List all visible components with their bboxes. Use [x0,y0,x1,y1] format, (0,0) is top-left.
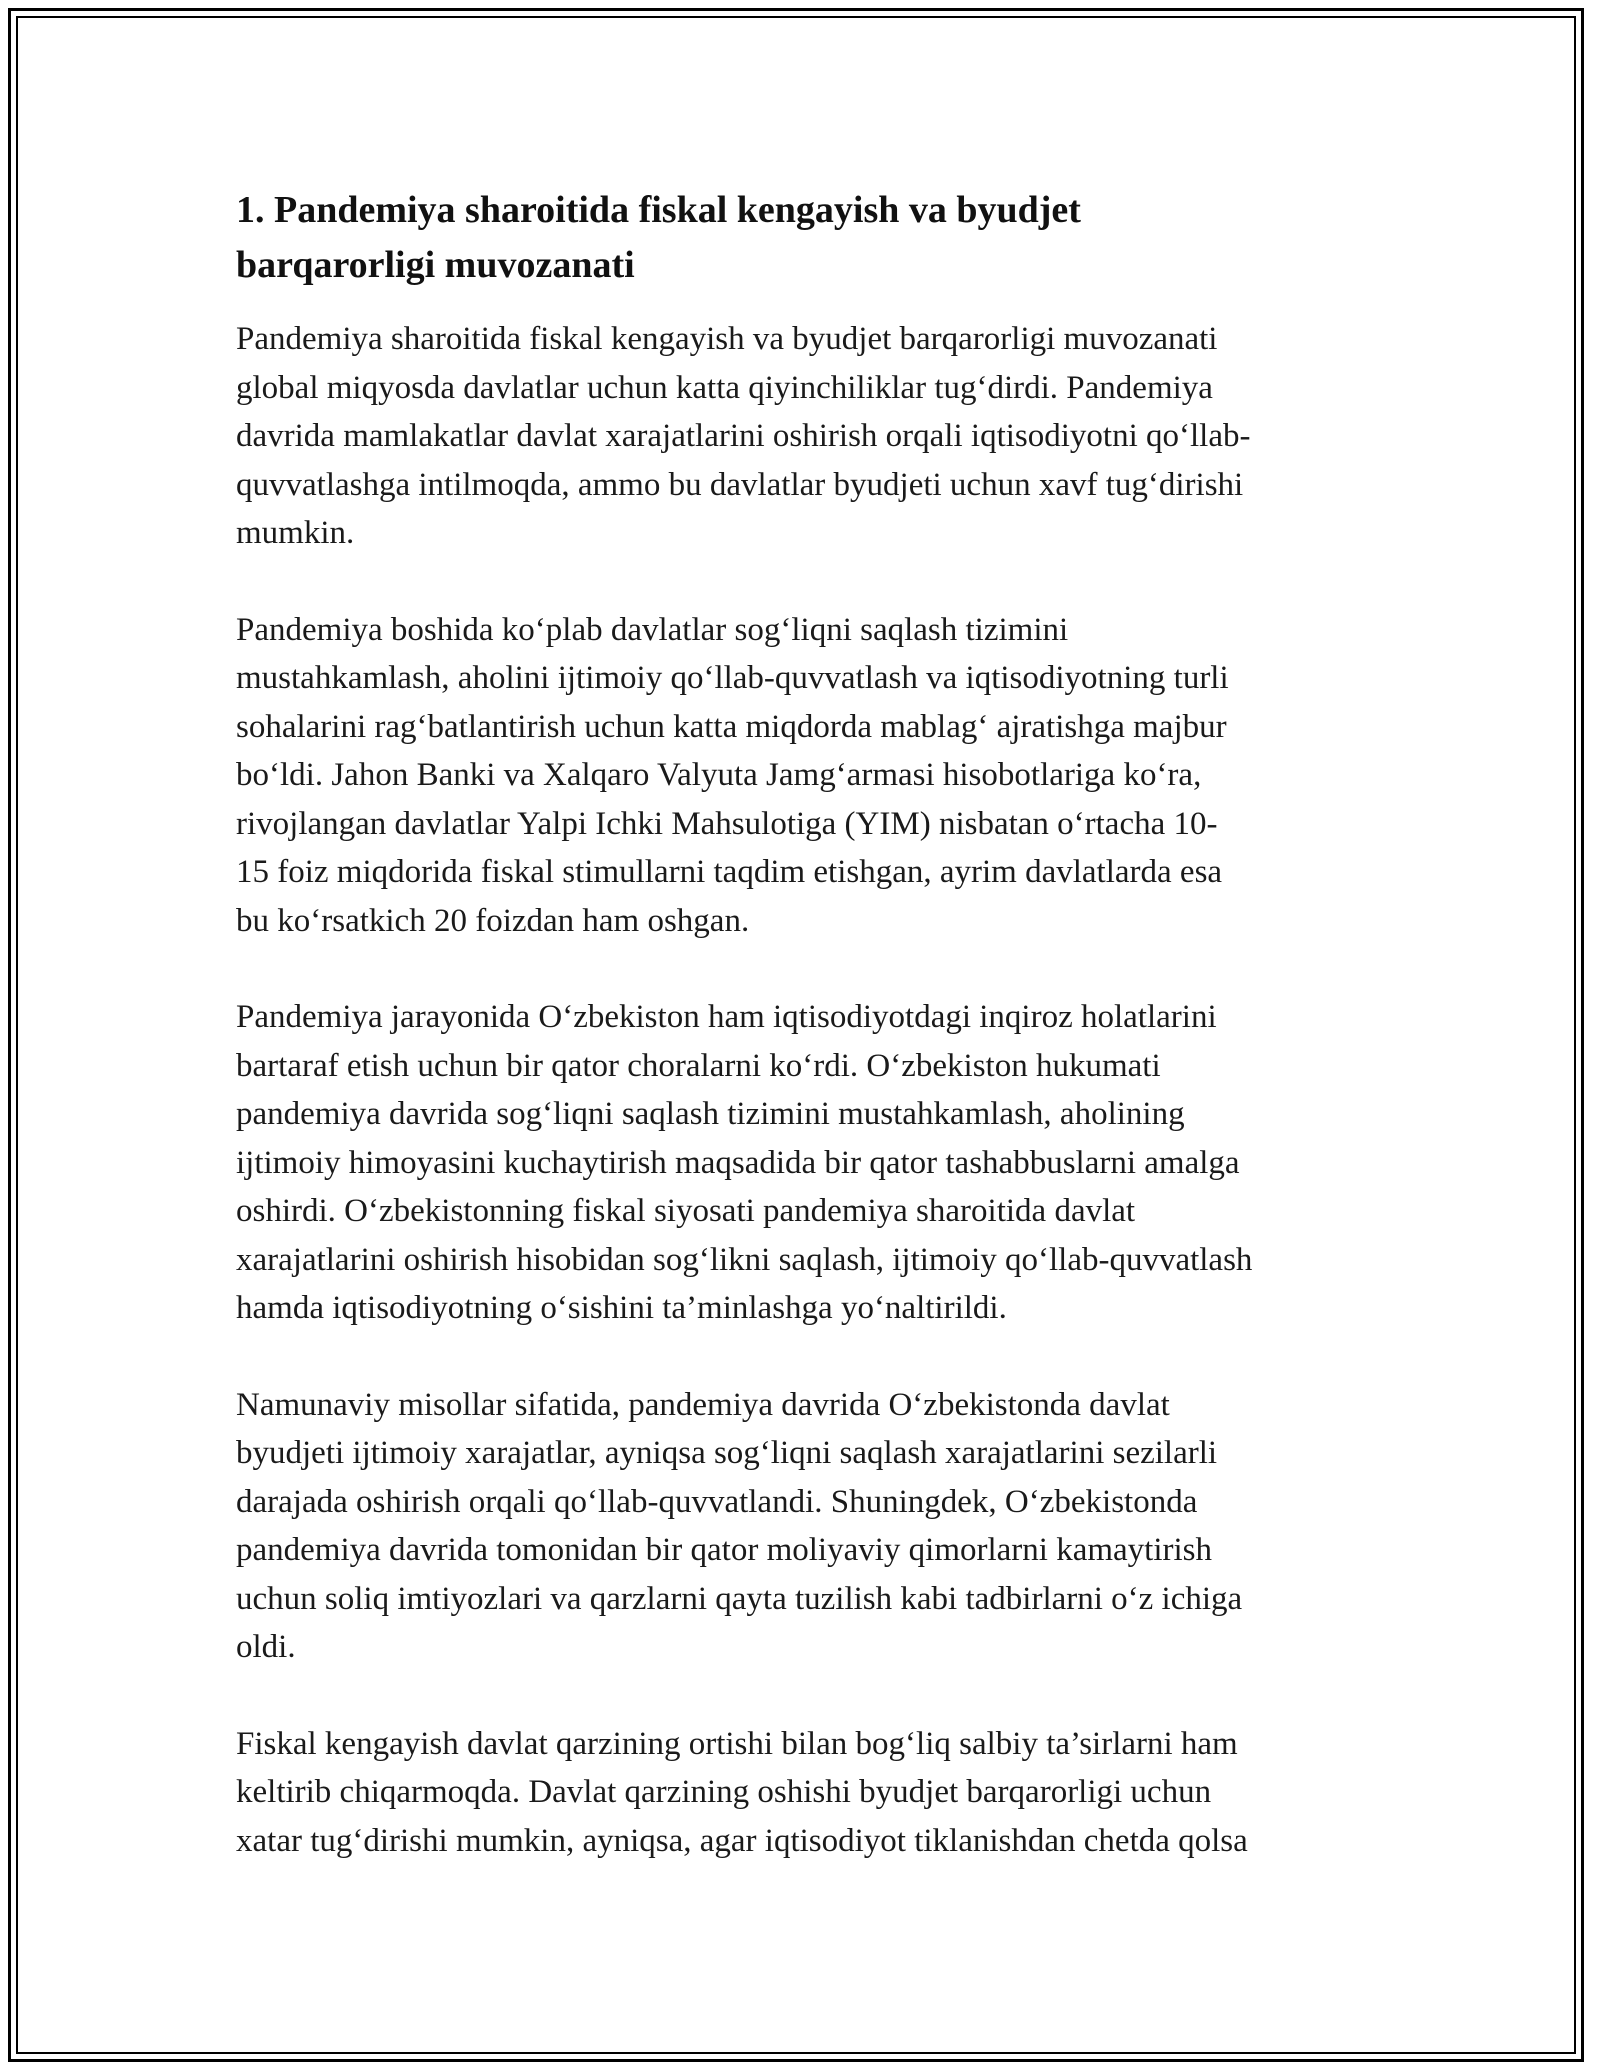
paragraph-2: Pandemiya boshida ko‘plab davlatlar sog‘liqni saqlash tizimini mustahkamlash, aholini ijtimoiy qo‘llab-quvvatlash va iqtisodiyotning turli sohalarini rag‘batlantirish uchun katta miqdorda mablag‘ ajratishga majbur bo‘ldi. Jahon Banki va Xalqaro Valyuta Jamg‘armasi hisobotlariga ko‘ra, rivojlangan davlatlar Yalpi Ichki Mahsulotiga (YIM) nisbatan o‘rtacha 10- 15 foiz miqdorida fiskal stimullarni taqdim etishgan, ayrim davlatlarda esa bu ko‘rsatkich 20 foizdan ham oshgan. [236,611,1229,939]
paragraph-3: Pandemiya jarayonida O‘zbekiston ham iqtisodiyotdagi inqiroz holatlarini bartaraf etish uchun bir qator choralarni ko‘rdi. O‘zbekiston hukumati pandemiya davrida sog‘liqni saqlash tizimini mustahkamlash, aholining ijtimoiy himoyasini kuchaytirish maqsadida bir qator tashabbuslarni amalga oshirdi. O‘zbekistonning fiskal siyosati pandemiya sharoitida davlat xarajatlarini oshirish hisobidan sog‘likni saqlash, ijtimoiy qo‘llab-quvvatlash hamda iqtisodiyotning o‘sishini ta’minlashga yo‘naltirildi. [236,999,1253,1326]
section-heading: 1. Pandemiya sharoitida fiskal kengayish va byudjet barqarorligi muvozanati [236,189,1081,286]
paragraph-1: Pandemiya sharoitida fiskal kengayish va byudjet barqarorligi muvozanati global miqyosda davlatlar uchun katta qiyinchiliklar tug‘dirdi. Pandemiya davrida mamlakatlar davlat xarajatlarini oshirish orqali iqtisodiyotni qo‘llab- quvvatlashga intilmoqda, ammo bu davlatlar byudjeti uchun xavf tug‘dirishi mumkin. [236,321,1251,551]
document-body [236,183,1376,1913]
paragraph-4: Namunaviy misollar sifatida, pandemiya davrida O‘zbekistonda davlat byudjeti ijtimoiy xarajatlar, ayniqsa sog‘liqni saqlash xarajatlarini sezilarli darajada oshirish orqali qo‘llab-quvvatlandi. Shuningdek, O‘zbekistonda pandemiya davrida tomonidan bir qator moliyaviy qimorlarni kamaytirish uchun soliq imtiyozlari va qarzlarni qayta tuzilish kabi tadbirlarni o‘z ichiga oldi. [236,1386,1243,1665]
paragraph-5: Fiskal kengayish davlat qarzining ortishi bilan bog‘liq salbiy ta’sirlarni ham keltirib chiqarmoqda. Davlat qarzining oshishi byudjet barqarorligi uchun xatar tug‘dirishi mumkin, ayniqsa, agar iqtisodiyot tiklanishdan chetda qolsa [236,1725,1248,1859]
